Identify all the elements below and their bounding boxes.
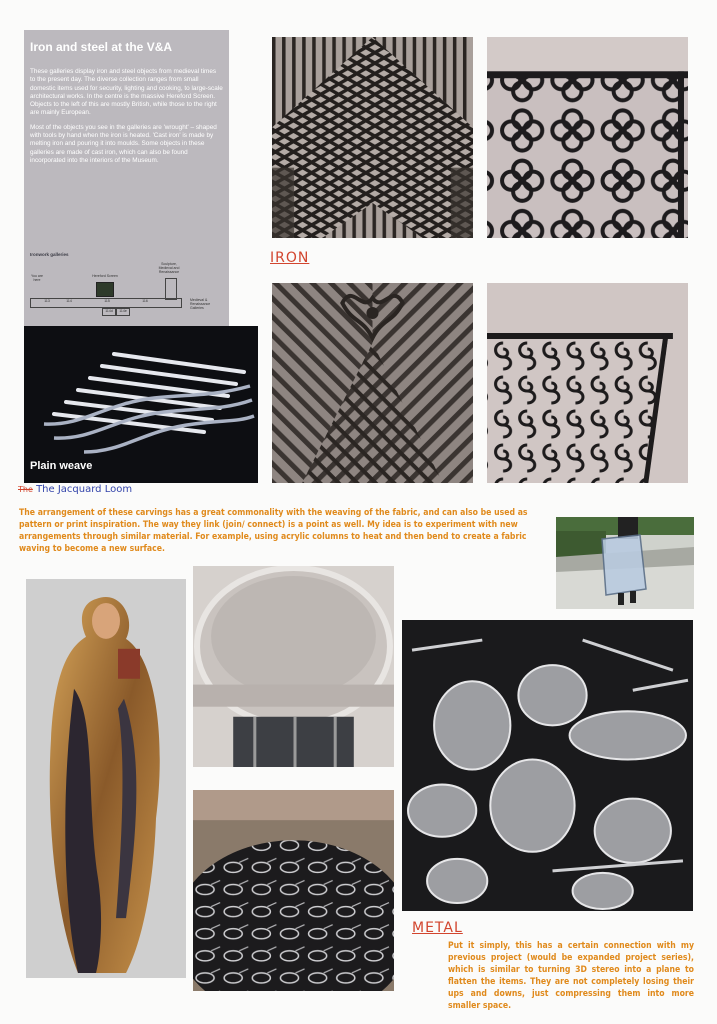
info-panel-title: Iron and steel at the V&A	[30, 40, 173, 54]
diagonal-lattice-photo	[272, 283, 473, 483]
weave-description: The arrangement of these carvings has a great commonality with the weaving of the fabric, and can also be used as pattern or print inspiration. The way they link (join/ connect) is a point as well. My idea is to experiment with new arrangements through similar material. For example, using acrylic columns to heat and then bend to create a fabric waving to become a new surface.	[19, 508, 528, 554]
quatrefoil-grille-photo	[487, 37, 688, 238]
map-gallery-113: 113	[44, 299, 50, 303]
flattened-brass-instruments-photo	[402, 620, 693, 911]
dome-ceiling-photo	[193, 566, 394, 767]
iron-label: IRON	[270, 250, 310, 266]
map-label-you-are-here: You are here	[31, 274, 43, 282]
info-panel-paragraph-2: Most of the objects you see in the galleries are 'wrought' – shaped with tools by hand when the iron is heated. 'Cast iron' is made by melting iron and pouring it into moulds. Some objects in these galleries are made of cast iron, which can also be found incorporated into the interiors of the Museum.	[30, 123, 217, 164]
scroll-grille-photo	[487, 283, 688, 483]
map-label-sculpture: Sculpture, Medieval and Renaissance	[158, 262, 180, 274]
map-gallery-116: 116	[142, 299, 148, 303]
plain-weave-caption: Plain weave	[30, 460, 93, 472]
jacquard-label-text: The Jacquard Loom	[36, 484, 133, 495]
info-panel-paragraph-1: These galleries display iron and steel objects from medieval times to the present day. The diverse collection ranges from small domestic items used for security, lighting and cooking, to large-scale architectural works. In the centre is the massive Hereford Screen. Objects to the left of this are mostly British, while those to the right are mainly European.	[30, 68, 223, 117]
plain-weave-photo	[24, 326, 258, 483]
metal-label: METAL	[412, 920, 463, 936]
acrylic-bag-photo	[556, 517, 694, 609]
map-gallery-114d: 114d	[102, 308, 116, 316]
jacquard-label	[18, 484, 132, 495]
map-title: Ironwork galleries	[30, 252, 69, 257]
gilded-saint-sculpture-photo	[26, 579, 186, 978]
map-gallery-114e: 114e	[116, 308, 130, 316]
gallery-map	[30, 262, 224, 324]
map-gallery-114: 114	[66, 299, 72, 303]
iron-lattice-diamond-photo	[272, 37, 473, 238]
map-label-hereford: Hereford Screen	[92, 274, 118, 278]
map-label-to-right: Medieval & Renaissance Galleries	[190, 298, 211, 310]
info-panel	[24, 30, 229, 326]
jacquard-strike-word: The	[18, 485, 33, 494]
metal-description: Put it simply, this has a certain connection with my previous project (would be expanded project series), which is similar to turning 3D stereo into a plane to flatten the items. They are not completely losing their ups and downs, just compressing them into more smaller space.	[448, 941, 694, 1011]
map-gallery-115: 115	[104, 299, 110, 303]
flattened-instruments-room-photo	[193, 790, 394, 991]
map-upper-room	[165, 278, 177, 300]
map-hereford-block	[96, 282, 114, 297]
